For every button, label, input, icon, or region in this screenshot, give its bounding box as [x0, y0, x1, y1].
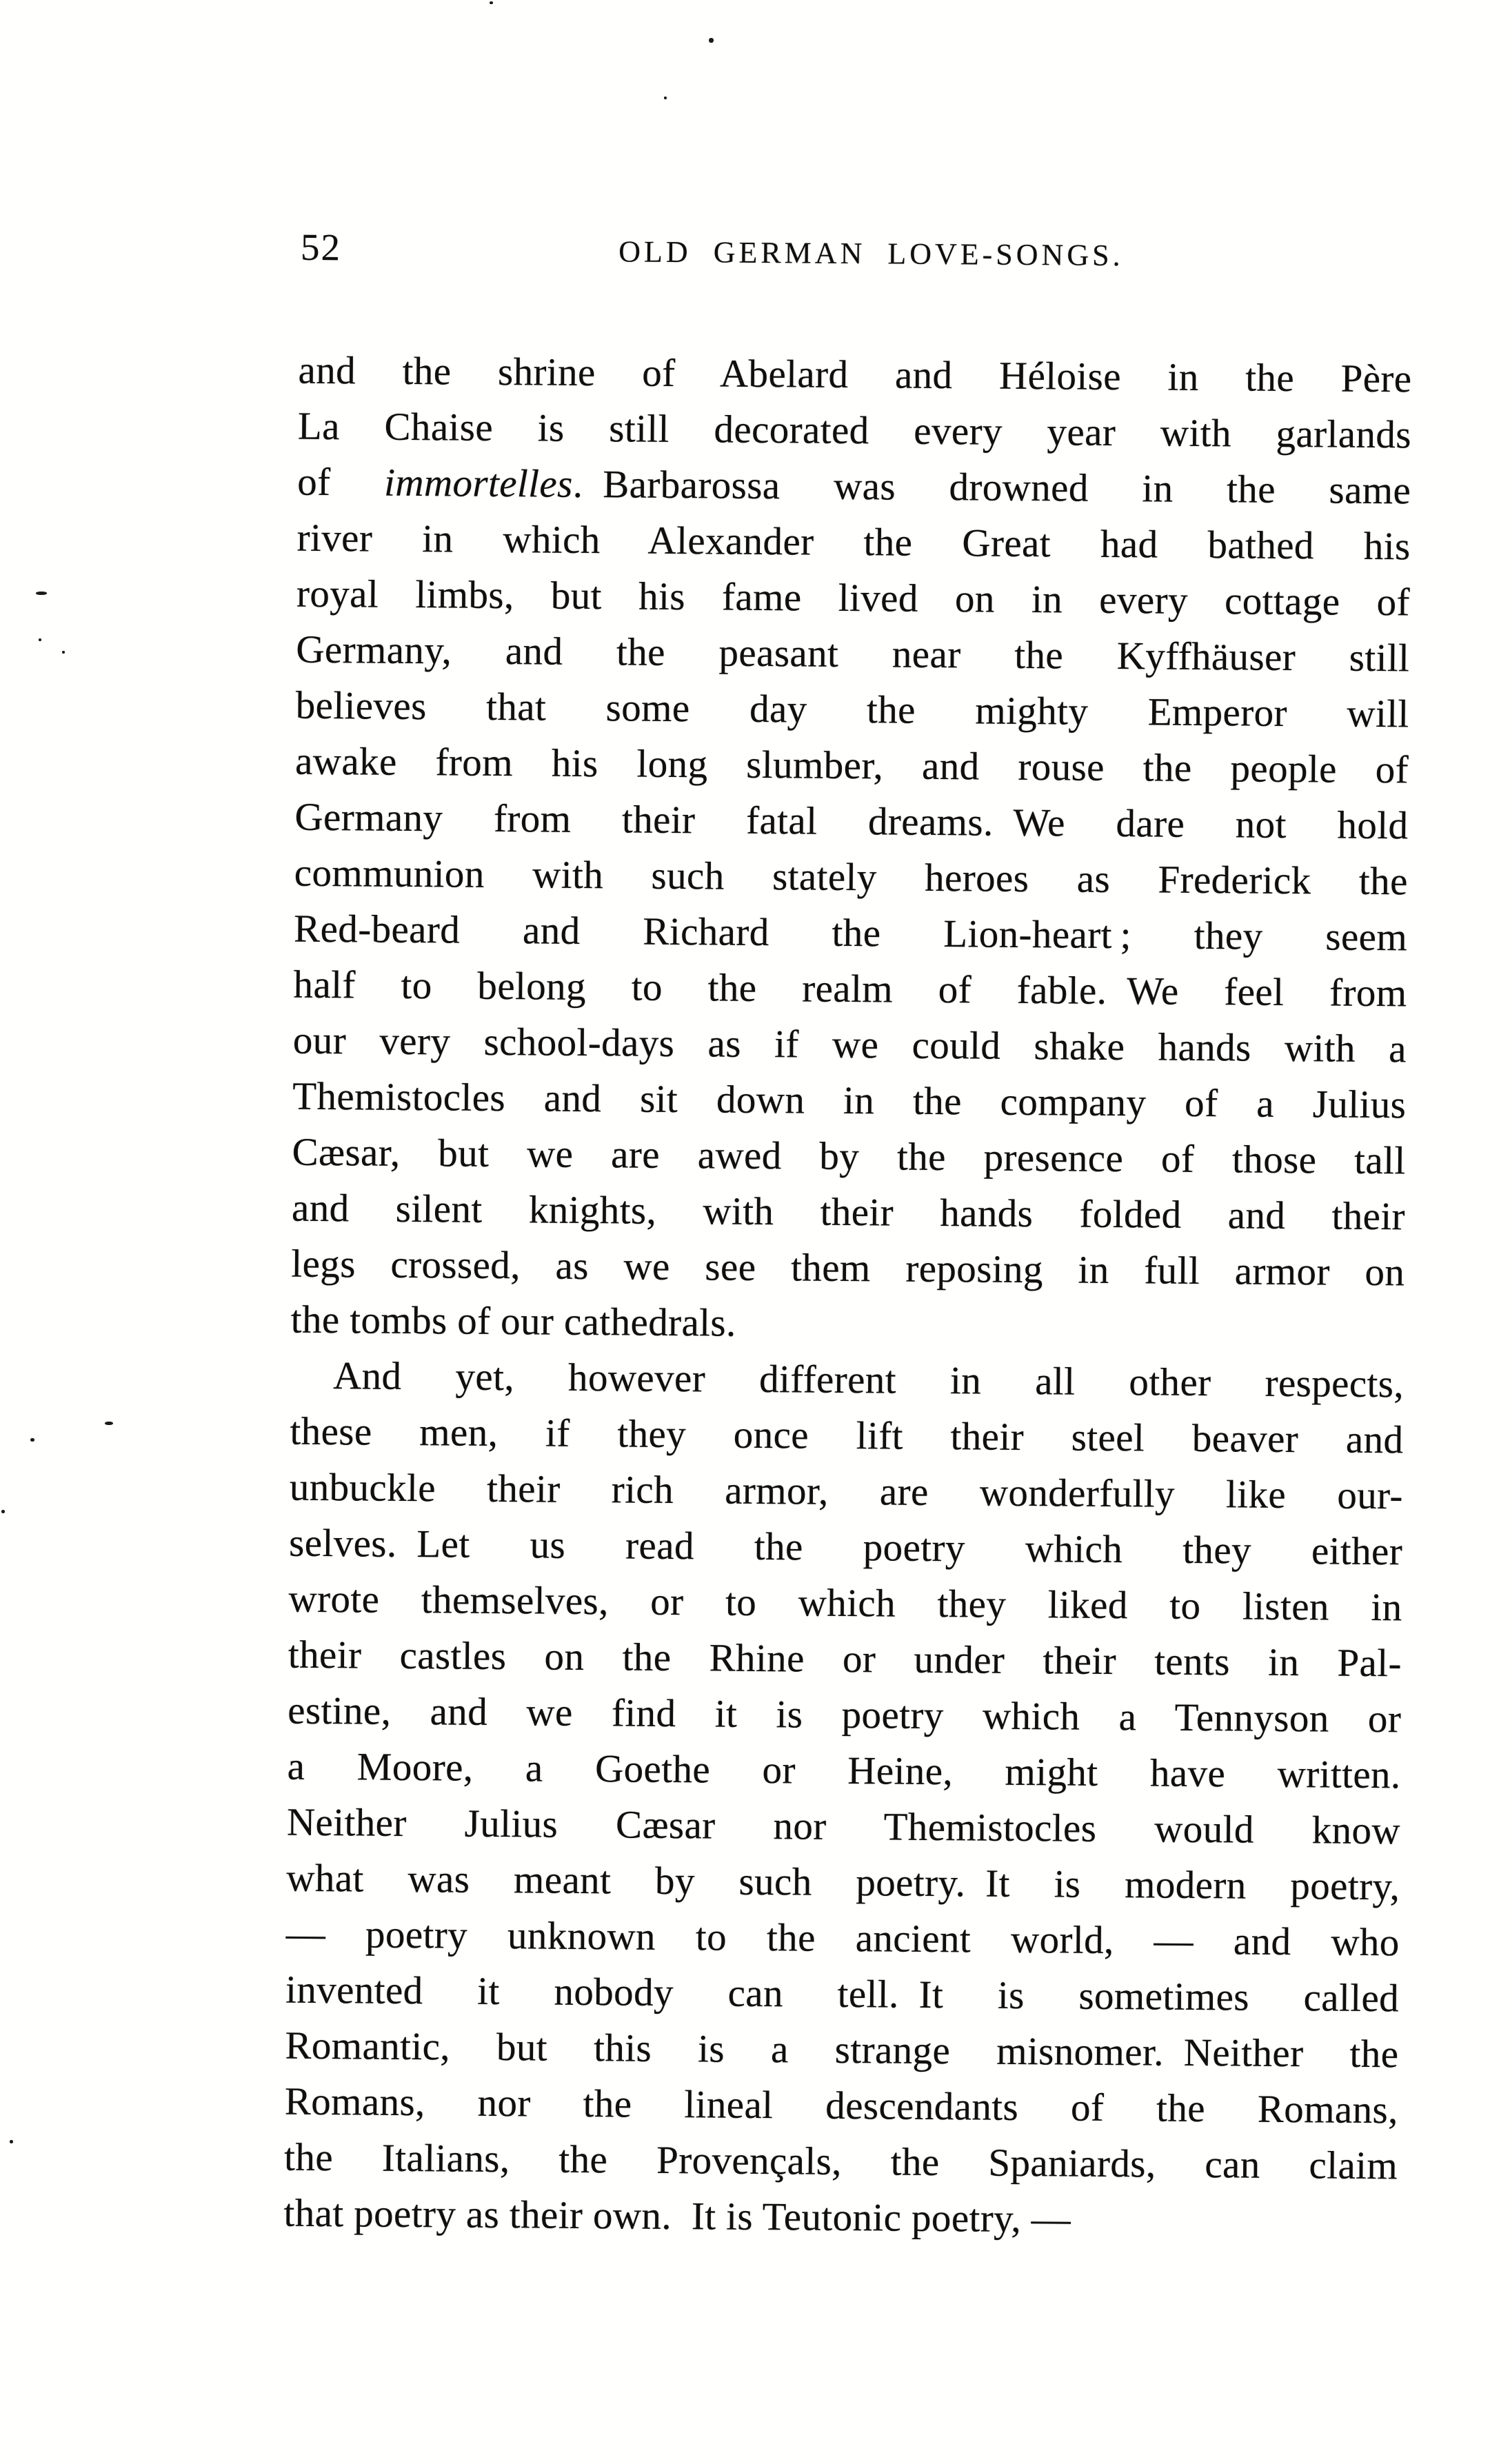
scan-speck — [62, 651, 65, 654]
text-line — [298, 343, 1412, 407]
text-line — [290, 1460, 1404, 1524]
text-line — [294, 789, 1409, 854]
text-line — [290, 1404, 1404, 1468]
text-segment: these men, if they once lift their steel beaver and — [290, 1409, 1404, 1462]
text-segment: half to belong to the realm of fable. We feel from — [293, 962, 1407, 1016]
text-segment: Romantic, but this is a strange misnomer. Neither the — [285, 2023, 1399, 2077]
text-segment: the Italians, the Provençals, the Spaniards, can claim — [283, 2135, 1398, 2188]
text-segment: Romans, nor the lineal descendants of the Romans, — [284, 2079, 1399, 2132]
text-line — [287, 1739, 1401, 1804]
scan-speck — [490, 1, 493, 4]
scan-speck — [105, 1422, 113, 1425]
text-line — [292, 1180, 1406, 1245]
text-line — [283, 2185, 1398, 2250]
text-segment: unbuckle their rich armor, are wonderfully like our- — [289, 1465, 1404, 1518]
text-line — [286, 1850, 1400, 1915]
text-line — [292, 1124, 1406, 1189]
text-line — [293, 957, 1407, 1022]
text-segment: their castles on the Rhine or under their tents in Pal- — [288, 1633, 1402, 1686]
text-segment: that poetry as their own. It is Teutonic poetry, — — [283, 2191, 1071, 2241]
text-line — [285, 1962, 1400, 2027]
text-line — [296, 566, 1411, 631]
text-segment: estine, and we find it is poetry which a Tennyson or — [288, 1688, 1402, 1741]
text-segment: Red-beard and Richard the Lion-heart ; they seem — [293, 907, 1408, 960]
text-line — [285, 2018, 1399, 2083]
text-line — [290, 1292, 1405, 1357]
text-line — [297, 454, 1411, 519]
scan-speck — [10, 2140, 13, 2143]
scan-speck — [36, 592, 47, 595]
page-number: 52 — [300, 225, 342, 269]
text-segment: river in which Alexander the Great had bathed his — [296, 516, 1411, 569]
text-line — [294, 901, 1408, 966]
text-segment: royal limbs, but his fame lived on in every cottage of — [296, 572, 1411, 625]
text-line — [296, 622, 1410, 687]
text-segment: La Chaise is still decorated every year with garlands — [297, 404, 1412, 457]
text-segment: Neither Julius Cæsar nor Themistocles would know — [286, 1800, 1401, 1853]
text-line — [298, 398, 1412, 463]
text-line — [288, 1683, 1402, 1748]
text-segment: — poetry unknown to the ancient world, — and who — [285, 1912, 1400, 1965]
text-segment: Cæsar, but we are awed by the presence of those tall — [292, 1130, 1406, 1183]
text-line — [288, 1627, 1402, 1692]
text-segment: what was meant by such poetry. It is modern poetry, — [286, 1856, 1400, 1909]
text-line — [284, 2130, 1398, 2194]
text-segment: invented it nobody can tell. It is sometimes called — [285, 1968, 1400, 2021]
text-segment: and the shrine of Abelard and Héloise in the Père — [298, 348, 1412, 401]
text-segment: And yet, however different in all other respects, — [332, 1354, 1405, 1406]
scan-speck — [664, 97, 667, 99]
text-line — [285, 1906, 1400, 1971]
text-segment: of — [297, 460, 385, 505]
text-segment: our very school-days as if we could shake hands with a — [292, 1018, 1407, 1071]
text-line — [294, 845, 1409, 910]
text-segment: wrote themselves, or to which they liked to listen in — [288, 1577, 1402, 1630]
scan-speck — [30, 1438, 34, 1442]
text-line — [285, 2074, 1399, 2139]
running-header: OLD GERMAN LOVE-SONGS. — [618, 234, 1124, 273]
page-content — [283, 225, 1413, 2250]
text-line — [291, 1236, 1405, 1301]
text-line — [295, 678, 1409, 743]
scan-speck — [39, 638, 41, 641]
text-segment: a Moore, a Goethe or Heine, might have written. — [287, 1744, 1401, 1797]
text-segment: Themistocles and sit down in the company of a Julius — [292, 1074, 1407, 1127]
text-line — [289, 1515, 1403, 1580]
italic-text: immortelles — [383, 461, 573, 506]
page-masthead — [299, 225, 1413, 279]
scan-speck — [709, 38, 714, 43]
text-segment: and silent knights, with their hands folded and their — [291, 1186, 1406, 1239]
scan-speck — [1, 1510, 5, 1513]
text-segment: the tombs of our cathedrals. — [290, 1297, 736, 1345]
text-line — [287, 1795, 1401, 1859]
text-line — [290, 1348, 1405, 1413]
text-line — [295, 734, 1409, 798]
text-segment: believes that some day the mighty Emperor will — [295, 683, 1409, 736]
text-segment: awake from his long slumber, and rouse the people of — [294, 739, 1409, 792]
text-line — [288, 1571, 1402, 1636]
text-line — [293, 1013, 1407, 1078]
text-segment: . Barbarossa was drowned in the same — [572, 462, 1411, 513]
text-segment: Germany, and the peasant near the Kyffhäuser still — [296, 627, 1410, 680]
page-text — [283, 343, 1412, 2250]
text-line — [296, 510, 1411, 575]
text-segment: legs crossed, as we see them reposing in full armor on — [291, 1242, 1405, 1295]
text-segment: communion with such stately heroes as Frederick the — [294, 851, 1409, 904]
text-segment: Germany from their fatal dreams. We dare not hold — [294, 795, 1409, 848]
text-segment: selves. Let us read the poetry which they either — [288, 1521, 1403, 1574]
text-line — [292, 1069, 1407, 1133]
